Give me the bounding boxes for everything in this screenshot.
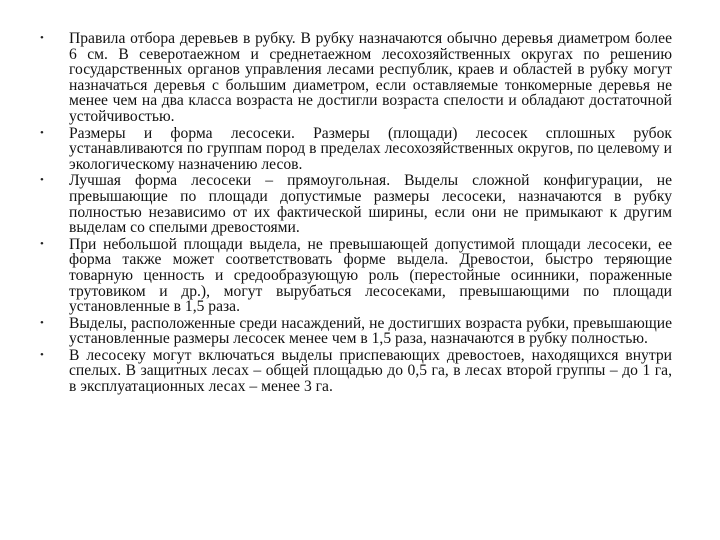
bullet-dot: • [40,348,44,361]
bullet-item [38,316,672,347]
bullet-dot: • [40,316,44,329]
paragraph-text: При небольшой площади выдела, не превышающей допустимой площади лесосеки, ее форма также может соответствовать форме выдела. Древостои, быстро теряющие товарную ценность и средообразующую роль (перестойные осинники, пораженные трутовиком и др.), могут вырубаться лесосеками, превышающими по площади установленные в 1,5 раза. [69,235,672,316]
paragraph-text: Лучшая форма лесосеки – прямоугольная. Выделы сложной конфигурации, не превышающие по площади допустимые размеры лесосеки, назначаются в рубку полностью независимо от их фактической ширины, если они не примыкают к другим выделам со спелыми древостоями. [69,172,672,237]
bullet-item [38,348,672,395]
bullet-item [38,173,672,235]
paragraph-text: В лесосеку могут включаться выделы приспевающих древостоев, находящихся внутри спелых. В защитных лесах – общей площадью до 0,5 га, в лесах второй группы – до 1 га, в эксплуатационных лесах – менее 3 га. [69,346,672,396]
bullet-item [38,31,672,125]
bullet-dot: • [40,126,44,139]
bullet-dot: • [40,237,44,250]
bullet-dot: • [40,32,44,44]
bullet-dot: • [40,174,44,187]
bullet-list [38,31,672,396]
bullet-item [38,237,672,315]
bullet-item [38,126,672,173]
paragraph-text: Выделы, расположенные среди насаждений, не достигших возраста рубки, превышающие установленные размеры лесосек менее чем в 1,5 раза, назначаются в рубку полностью. [69,314,672,348]
paragraph-text: Размеры и форма лесосеки. Размеры (площади) лесосек сплошных рубок устанавливаются по группам пород в пределах лесохозяйственных округов, по целевому и экологическому назначению лесов. [69,124,672,173]
paragraph-text: Правила отбора деревьев в рубку. В рубку назначаются обычно деревья диаметром более 6 см. В северотаежном и среднетаежном лесохозяйственных округах по решению государственных органов управления лесами республик, краев и областей в рубку могут назначаться деревья с большим диаметром, если оставляемые тонкомерные деревья не менее чем на два класса возраста не достигли возраста спелости и обладают достаточной устойчивостью. [69,30,672,125]
